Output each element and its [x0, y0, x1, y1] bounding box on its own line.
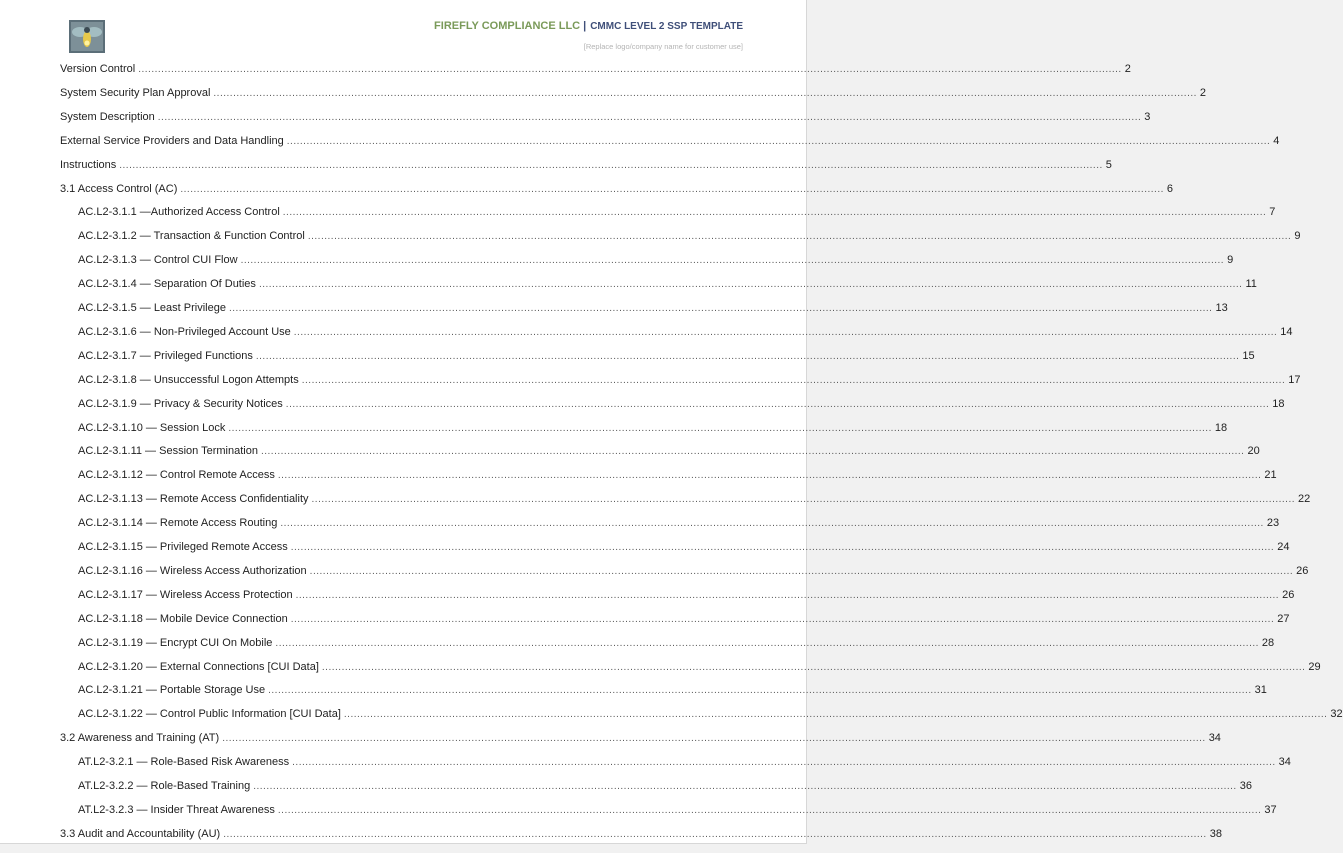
toc-entry[interactable] — [60, 133, 1280, 149]
toc-entry-title: 3.3 Audit and Accountability (AU) — [60, 827, 221, 840]
toc-entry-title: AC.L2-3.1.21 — Portable Storage Use — [78, 684, 266, 697]
toc-entry-title: AC.L2-3.1.8 — Unsuccessful Logon Attempts — [78, 373, 299, 386]
toc-entry-title: AT.L2-3.2.3 — Insider Threat Awareness — [78, 803, 275, 816]
toc-entry-title: AC.L2-3.1.7 — Privileged Functions — [78, 349, 253, 362]
toc-entry[interactable] — [78, 420, 1228, 436]
toc-dot-leader: ............................................................................................................................................................................................................................................................................................................ — [280, 518, 1264, 530]
toc-entry[interactable] — [60, 181, 1173, 197]
toc-page-number: 20 — [1247, 445, 1260, 458]
toc-dot-leader: ............................................................................................................................................................................................................................................................................................................ — [258, 279, 1243, 291]
toc-page-number: 21 — [1264, 469, 1277, 482]
toc-entry[interactable] — [78, 706, 1343, 722]
toc-dot-leader: ............................................................................................................................................................................................................................................................................................................ — [309, 565, 1294, 577]
document-header — [434, 20, 743, 32]
toc-dot-leader: ............................................................................................................................................................................................................................................................................................................ — [275, 637, 1259, 649]
toc-entry[interactable] — [78, 204, 1276, 220]
toc-dot-leader: ............................................................................................................................................................................................................................................................................................................ — [292, 757, 1276, 769]
toc-entry[interactable] — [78, 778, 1252, 794]
toc-page-number: 27 — [1277, 612, 1290, 625]
toc-page-number: 4 — [1273, 134, 1280, 147]
toc-page-number: 5 — [1105, 158, 1112, 171]
toc-entry-title: AC.L2-3.1.19 — Encrypt CUI On Mobile — [78, 636, 273, 649]
toc-dot-leader: ............................................................................................................................................................................................................................................................................................................ — [295, 589, 1280, 601]
toc-page-number: 18 — [1272, 397, 1285, 410]
toc-entry-title: AC.L2-3.1.22 — Control Public Information [CUI Data] — [78, 708, 341, 721]
toc-page-number: 2 — [1124, 63, 1131, 75]
logo-replacement-note: [Replace logo/company name for customer use] — [583, 42, 743, 51]
toc-dot-leader: ............................................................................................................................................................................................................................................................................................................ — [282, 207, 1267, 219]
toc-page-number: 29 — [1308, 660, 1321, 673]
toc-entry[interactable] — [78, 348, 1255, 364]
toc-dot-leader: ............................................................................................................................................................................................................................................................................................................ — [180, 183, 1164, 195]
toc-entry-title: 3.1 Access Control (AC) — [60, 182, 178, 195]
toc-page-number: 22 — [1298, 493, 1311, 506]
toc-dot-leader: ............................................................................................................................................................................................................................................................................................................ — [293, 326, 1278, 338]
toc-entry-title: AC.L2-3.1.11 — Session Termination — [78, 445, 258, 458]
toc-entry[interactable] — [78, 467, 1277, 483]
toc-dot-leader: ............................................................................................................................................................................................................................................................................................................ — [321, 661, 1306, 673]
toc-entry[interactable] — [78, 252, 1234, 268]
toc-entry[interactable] — [78, 563, 1309, 579]
toc-entry[interactable] — [78, 802, 1277, 818]
toc-entry-title: AC.L2-3.1.2 — Transaction & Function Control — [78, 230, 305, 243]
toc-page-number: 14 — [1280, 325, 1293, 338]
toc-entry[interactable] — [78, 659, 1321, 675]
toc-page-number: 3 — [1144, 110, 1151, 123]
toc-page-number: 28 — [1261, 636, 1275, 649]
toc-entry[interactable] — [78, 515, 1280, 531]
toc-entry[interactable] — [60, 730, 1221, 746]
toc-entry-title: Instructions — [60, 158, 117, 171]
toc-entry-title: AC.L2-3.1.15 — Privileged Remote Access — [78, 541, 288, 553]
toc-page-number: 37 — [1264, 803, 1277, 816]
toc-dot-leader: ............................................................................................................................................................................................................................................................................................................ — [228, 303, 1213, 314]
toc-page-number: 34 — [1208, 732, 1221, 745]
toc-entry[interactable] — [78, 300, 1228, 316]
toc-entry-title: AC.L2-3.1.1 —Authorized Access Control — [78, 206, 280, 219]
toc-dot-leader: ............................................................................................................................................................................................................................................................................................................ — [311, 494, 1296, 506]
toc-page-number: 2 — [1199, 86, 1207, 99]
toc-dot-leader: ............................................................................................................................................................................................................................................................................................................ — [268, 685, 1252, 697]
toc-entry-title: AC.L2-3.1.17 — Wireless Access Protection — [78, 588, 293, 601]
toc-entry[interactable] — [78, 276, 1257, 292]
toc-dot-leader: ............................................................................................................................................................................................................................................................................................................ — [253, 781, 1237, 792]
company-name: FIREFLY COMPLIANCE LLC — [434, 20, 581, 32]
toc-dot-leader: ............................................................................................................................................................................................................................................................................................................ — [222, 733, 1206, 745]
header-separator: | — [583, 20, 587, 32]
toc-dot-leader: ............................................................................................................................................................................................................................................................................................................ — [285, 398, 1270, 410]
toc-page-number: 32 — [1330, 708, 1343, 721]
toc-entry[interactable] — [60, 85, 1207, 101]
toc-entry[interactable] — [60, 109, 1151, 125]
toc-page-number: 36 — [1239, 780, 1252, 792]
toc-page-number: 17 — [1288, 373, 1301, 386]
toc-page-number: 9 — [1294, 230, 1301, 243]
toc-dot-leader: ............................................................................................................................................................................................................................................................................................................ — [290, 613, 1275, 625]
toc-entry-title: AC.L2-3.1.5 — Least Privilege — [78, 302, 226, 314]
firefly-logo-icon — [69, 20, 105, 53]
toc-page-number: 11 — [1245, 278, 1257, 291]
toc-entry[interactable] — [78, 372, 1301, 388]
toc-page-number: 6 — [1166, 182, 1173, 195]
toc-entry[interactable] — [78, 635, 1275, 651]
toc-entry[interactable] — [78, 396, 1285, 412]
toc-dot-leader: ............................................................................................................................................................................................................................................................................................................ — [286, 135, 1271, 147]
toc-dot-leader: ............................................................................................................................................................................................................................................................................................................ — [228, 422, 1212, 434]
toc-dot-leader: ............................................................................................................................................................................................................................................................................................................ — [138, 64, 1122, 75]
toc-page-number: 9 — [1227, 254, 1234, 267]
toc-dot-leader: ............................................................................................................................................................................................................................................................................................................ — [213, 87, 1197, 99]
toc-entry[interactable] — [78, 443, 1260, 459]
toc-entry-title: AC.L2-3.1.18 — Mobile Device Connection — [78, 612, 288, 625]
toc-page-number: 13 — [1215, 302, 1228, 314]
toc-page-number: 34 — [1278, 756, 1291, 769]
toc-entry-title: AC.L2-3.1.12 — Control Remote Access — [78, 469, 275, 482]
toc-page-number: 7 — [1269, 206, 1276, 219]
toc-page-number: 26 — [1282, 588, 1295, 601]
toc-page-number: 23 — [1266, 517, 1280, 530]
toc-page-number: 24 — [1277, 541, 1290, 553]
toc-entry[interactable] — [78, 491, 1311, 507]
toc-entry-title: AC.L2-3.1.4 — Separation Of Duties — [78, 278, 256, 291]
toc-entry-title: AC.L2-3.1.20 — External Connections [CUI Data] — [78, 660, 319, 673]
toc-dot-leader: ............................................................................................................................................................................................................................................................................................................ — [157, 111, 1142, 123]
toc-entry-title: AC.L2-3.1.16 — Wireless Access Authorization — [78, 564, 307, 577]
toc-dot-leader: ............................................................................................................................................................................................................................................................................................................ — [277, 804, 1262, 816]
toc-dot-leader: ............................................................................................................................................................................................................................................................................................................ — [255, 350, 1240, 362]
toc-entry-title: Version Control — [60, 63, 136, 75]
toc-entry[interactable] — [78, 324, 1293, 340]
toc-dot-leader: ............................................................................................................................................................................................................................................................................................................ — [260, 446, 1245, 458]
toc-entry-title: AC.L2-3.1.13 — Remote Access Confidentiality — [78, 493, 309, 506]
toc-entry-title: AC.L2-3.1.3 — Control CUI Flow — [78, 254, 238, 267]
toc-dot-leader: ............................................................................................................................................................................................................................................................................................................ — [240, 255, 1225, 267]
toc-entry[interactable] — [60, 826, 1222, 842]
template-title: CMMC LEVEL 2 SSP TEMPLATE — [590, 21, 743, 32]
toc-entry-title: 3.2 Awareness and Training (AT) — [60, 732, 220, 745]
toc-dot-leader: ............................................................................................................................................................................................................................................................................................................ — [301, 374, 1286, 386]
toc-entry[interactable] — [78, 611, 1290, 627]
toc-page-number: 26 — [1296, 564, 1309, 577]
toc-entry[interactable] — [78, 228, 1301, 244]
toc-entry-title: AT.L2-3.2.2 — Role-Based Training — [78, 780, 251, 792]
toc-dot-leader: ............................................................................................................................................................................................................................................................................................................ — [290, 542, 1275, 553]
toc-entry-title: System Security Plan Approval — [60, 86, 211, 99]
toc-dot-leader: ............................................................................................................................................................................................................................................................................................................ — [119, 159, 1103, 171]
toc-entry[interactable] — [60, 61, 1131, 77]
toc-entry[interactable] — [60, 157, 1112, 173]
toc-dot-leader: ............................................................................................................................................................................................................................................................................................................ — [307, 231, 1292, 243]
toc-dot-leader: ............................................................................................................................................................................................................................................................................................................ — [223, 828, 1207, 840]
toc-page-number: 18 — [1214, 421, 1228, 434]
toc-entry[interactable] — [78, 587, 1295, 603]
toc-entry-title: AC.L2-3.1.14 — Remote Access Routing — [78, 517, 278, 530]
toc-entry-title: AC.L2-3.1.9 — Privacy & Security Notices — [78, 397, 283, 410]
toc-entry-title: External Service Providers and Data Handling — [60, 134, 284, 147]
toc-dot-leader: ............................................................................................................................................................................................................................................................................................................ — [277, 470, 1262, 482]
toc-entry[interactable] — [78, 539, 1290, 555]
toc-dot-leader: ............................................................................................................................................................................................................................................................................................................ — [343, 709, 1328, 721]
toc-entry-title: AC.L2-3.1.10 — Session Lock — [78, 421, 226, 434]
toc-entry-title: AC.L2-3.1.6 — Non-Privileged Account Use — [78, 325, 291, 338]
toc-entry[interactable] — [78, 682, 1267, 698]
toc-page-number: 15 — [1242, 349, 1255, 362]
toc-page-number: 38 — [1209, 827, 1222, 840]
toc-entry-title: AT.L2-3.2.1 — Role-Based Risk Awareness — [78, 756, 290, 769]
toc-entry-title: System Description — [60, 110, 155, 123]
toc-page-number: 31 — [1254, 684, 1267, 697]
toc-entry[interactable] — [78, 754, 1291, 770]
